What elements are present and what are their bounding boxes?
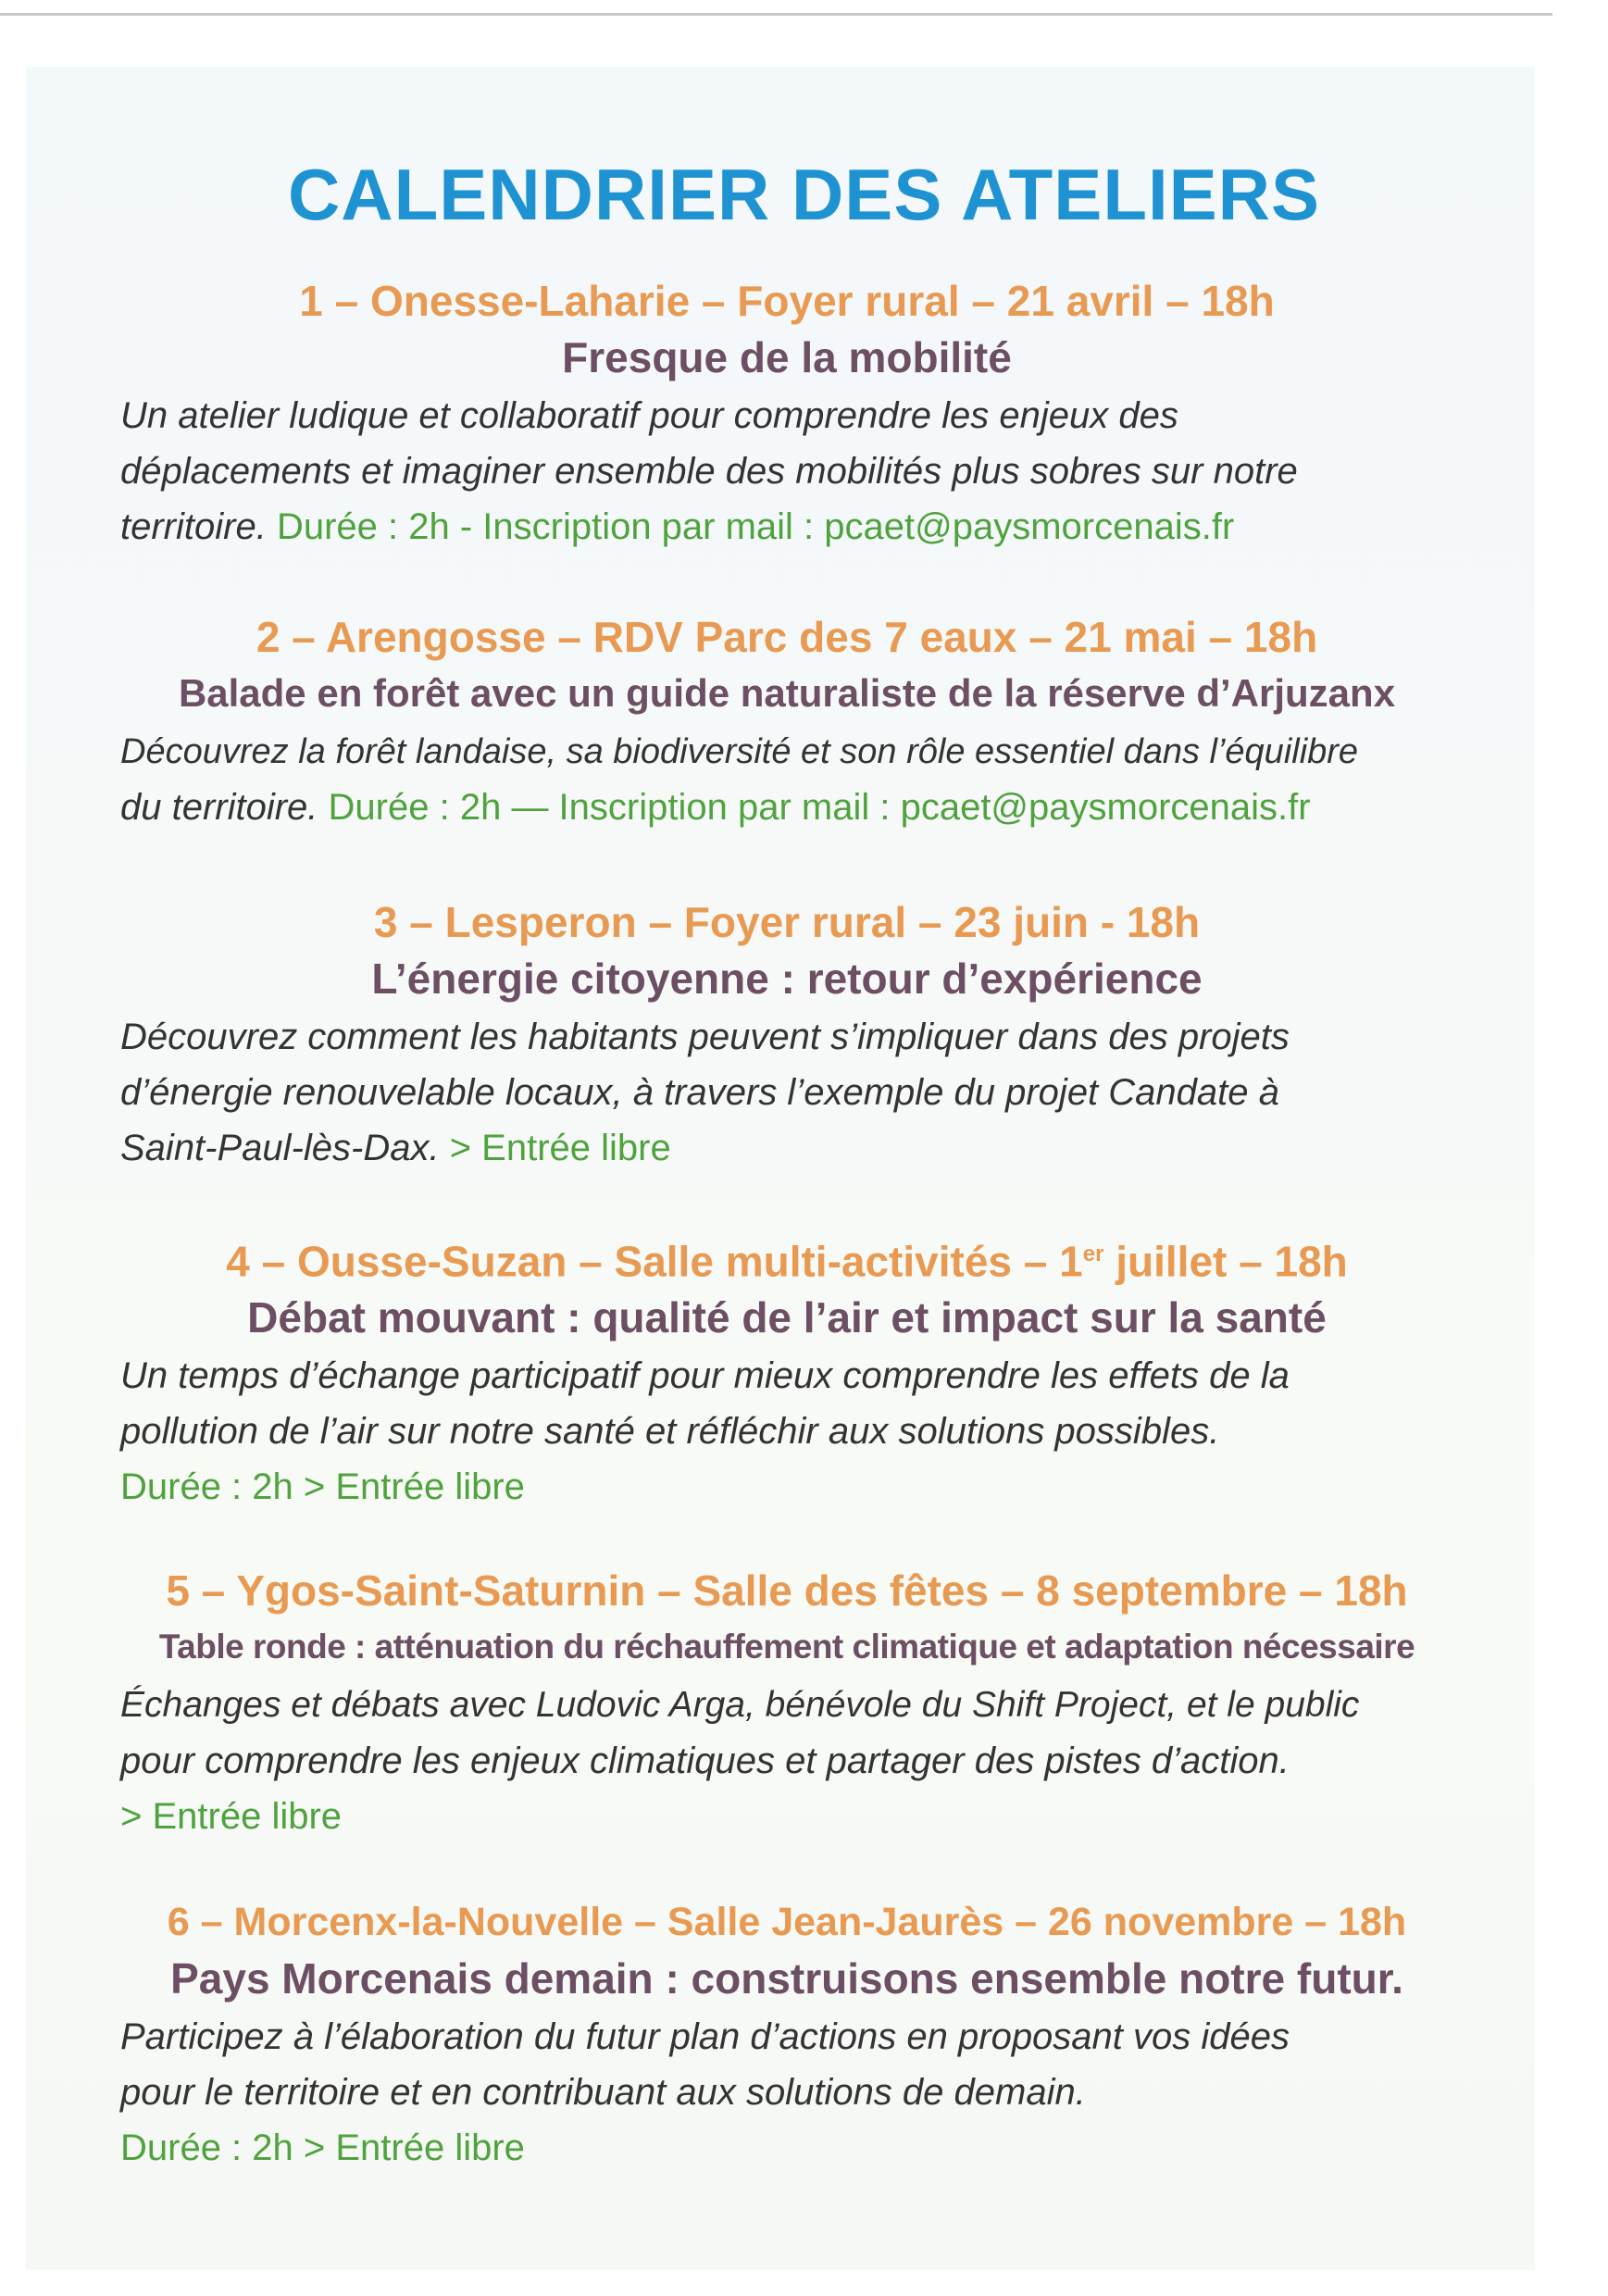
event-heading bbox=[120, 1227, 1453, 1289]
event-title: Pays Morcenais demain : construisons ensemble notre futur. bbox=[170, 1954, 1403, 2003]
event-heading: 1 – Onesse-Laharie – Foyer rural – 21 avril – 18h bbox=[299, 277, 1275, 325]
event-info: Durée : 2h > Entrée libre bbox=[120, 1466, 525, 1508]
description-line: pour comprendre les enjeux climatiques et partager des pistes d’action. bbox=[120, 1741, 1290, 1781]
event-2 bbox=[120, 609, 1453, 835]
event-info: > Entrée libre bbox=[449, 1128, 671, 1168]
event-heading: 2 – Arengosse – RDV Parc des 7 eaux – 21 mai – 18h bbox=[256, 613, 1318, 661]
description-line-text: Saint-Paul-lès-Dax. bbox=[120, 1128, 440, 1168]
description-line: Échanges et débats avec Ludovic Arga, bénévole du Shift Project, et le public bbox=[120, 1685, 1360, 1725]
ordinal-suffix: er bbox=[1082, 1242, 1104, 1267]
description-line: Découvrez la forêt landaise, sa biodiversité et son rôle essentiel dans l’équilibre bbox=[120, 732, 1359, 771]
event-title: Fresque de la mobilité bbox=[562, 333, 1012, 381]
event-info: Durée : 2h — Inscription par mail : pcaet@paysmorcenais.fr bbox=[328, 787, 1311, 828]
event-info: Durée : 2h > Entrée libre bbox=[120, 2128, 525, 2168]
event-heading: 5 – Ygos-Saint-Saturnin – Salle des fêtes – 8 septembre – 18h bbox=[166, 1566, 1408, 1615]
description-line: Découvrez comment les habitants peuvent s’impliquer dans des projets bbox=[120, 1017, 1290, 1057]
scan-edge-line bbox=[0, 13, 1552, 16]
event-title: Balade en forêt avec un guide naturaliste de la réserve d’Arjuzanx bbox=[178, 671, 1396, 715]
description-line bbox=[120, 499, 1453, 555]
description-line: Un temps d’échange participatif pour mieux comprendre les effets de la bbox=[120, 1355, 1290, 1397]
event-info: > Entrée libre bbox=[120, 1796, 343, 1837]
event-info: Durée : 2h - Inscription par mail : pcaet@paysmorcenais.fr bbox=[276, 506, 1235, 547]
event-heading-start: 4 – Ousse-Suzan – Salle multi-activités – 1 bbox=[226, 1237, 1083, 1286]
page-title: CALENDRIER DES ATELIERS bbox=[287, 154, 1321, 235]
event-description bbox=[120, 724, 1453, 835]
event-title: Débat mouvant : qualité de l’air et impact sur la santé bbox=[247, 1293, 1327, 1342]
event-3 bbox=[120, 894, 1453, 1176]
description-line bbox=[120, 1120, 1453, 1176]
event-4 bbox=[120, 1227, 1453, 1515]
event-description bbox=[120, 1678, 1453, 1789]
description-line: pour le territoire et en contribuant aux solutions de demain. bbox=[120, 2072, 1086, 2113]
event-title: Table ronde : atténuation du réchauffement climatique et adaptation nécessaire bbox=[158, 1628, 1415, 1666]
event-5 bbox=[120, 1563, 1453, 1844]
event-description bbox=[120, 1009, 1453, 1176]
description-line: d’énergie renouvelable locaux, à travers l’exemple du projet Candate à bbox=[120, 1072, 1279, 1113]
event-6 bbox=[120, 1894, 1453, 2176]
description-line-text: territoire. bbox=[120, 506, 267, 547]
description-line-text: du territoire. bbox=[120, 787, 318, 828]
description-line: Un atelier ludique et collaboratif pour comprendre les enjeux des bbox=[120, 395, 1178, 436]
event-description bbox=[120, 388, 1453, 555]
event-title: L’énergie citoyenne : retour d’expérience bbox=[371, 955, 1203, 1003]
event-heading-end: juillet – 18h bbox=[1103, 1237, 1348, 1286]
event-description bbox=[120, 2009, 1453, 2120]
event-description bbox=[120, 1348, 1453, 1459]
description-line: déplacements et imaginer ensemble des mobilités plus sobres sur notre bbox=[120, 451, 1298, 492]
description-line: Participez à l’élaboration du futur plan d’actions en proposant vos idées bbox=[120, 2016, 1290, 2057]
event-heading: 6 – Morcenx-la-Nouvelle – Salle Jean-Jaurès – 26 novembre – 18h bbox=[167, 1900, 1407, 1944]
event-heading: 3 – Lesperon – Foyer rural – 23 juin - 18h bbox=[373, 898, 1201, 946]
event-1 bbox=[120, 273, 1453, 555]
description-line bbox=[120, 780, 1453, 835]
description-line: pollution de l’air sur notre santé et réfléchir aux solutions possibles. bbox=[120, 1411, 1220, 1453]
